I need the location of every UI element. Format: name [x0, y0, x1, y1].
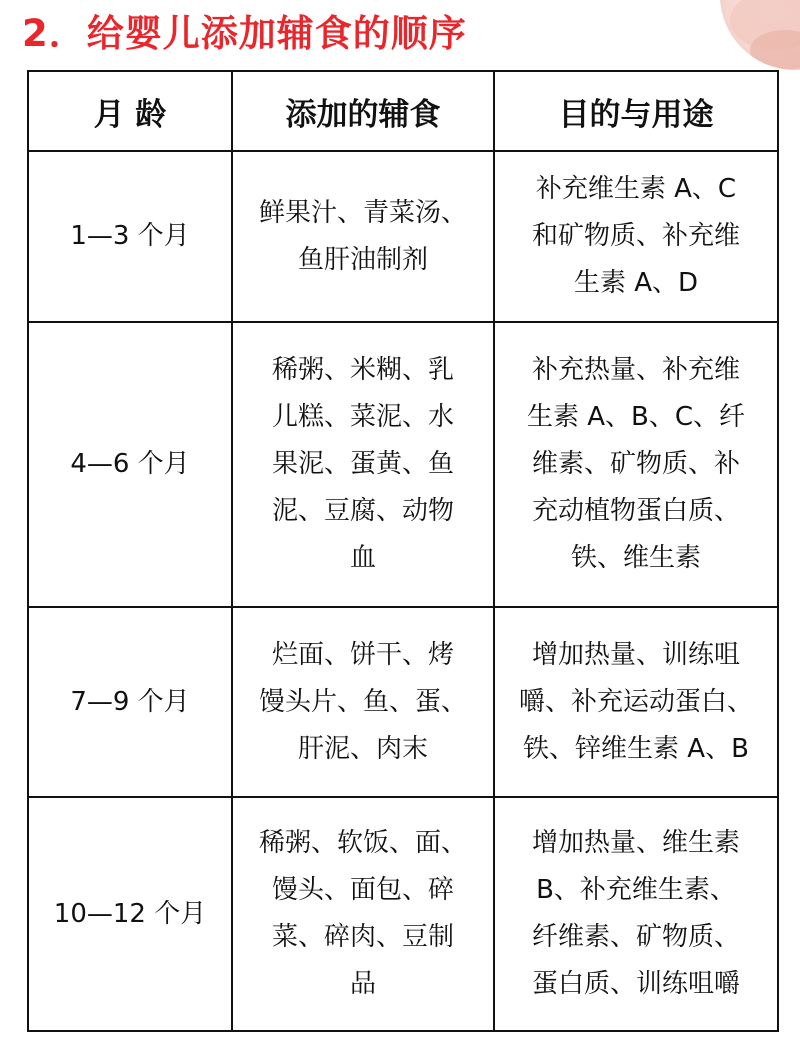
age-label: 4—6 个月	[70, 449, 190, 479]
header-food	[232, 71, 494, 151]
table-row	[28, 607, 778, 797]
header-purpose	[494, 71, 778, 151]
food-cell	[232, 797, 494, 1031]
page-title: 2．给婴儿添加辅食的顺序	[22, 12, 467, 55]
header-age-label: 月 龄	[93, 96, 167, 133]
header-age	[28, 71, 232, 151]
purpose-cell	[494, 797, 778, 1031]
baby-photo-corner	[720, 0, 800, 70]
age-label: 7—9 个月	[70, 686, 190, 717]
age-cell	[28, 322, 232, 607]
table-header-row	[28, 71, 778, 151]
food-cell	[232, 322, 494, 607]
purpose-cell	[494, 322, 778, 607]
purpose-cell	[494, 607, 778, 797]
age-label: 10—12 个月	[53, 898, 207, 929]
photo-fold-shape-2	[750, 30, 800, 70]
purpose-label: 增加热量、维生素 B、补充维生素、 纤维素、矿物质、 蛋白质、训练咀嚼	[531, 828, 740, 999]
purpose-label: 补充维生素 A、C 和矿物质、补充维 生素 A、D	[531, 174, 740, 298]
header-food-label: 添加的辅食	[285, 96, 441, 133]
age-cell	[28, 607, 232, 797]
age-cell	[28, 151, 232, 322]
age-cell	[28, 797, 232, 1031]
header-purpose-label: 目的与用途	[558, 96, 714, 133]
purpose-label: 增加热量、训练咀 嚼、补充运动蛋白、 铁、锌维生素 A、B	[518, 639, 753, 764]
feeding-order-table	[27, 70, 779, 1032]
food-label: 烂面、饼干、烤 馒头片、鱼、蛋、 肝泥、肉末	[258, 639, 467, 764]
table-row	[28, 151, 778, 322]
food-cell	[232, 151, 494, 322]
purpose-label: 补充热量、补充维 生素 A、B、C、纤 维素、矿物质、补 充动植物蛋白质、 铁、维生素	[526, 355, 746, 573]
purpose-cell	[494, 151, 778, 322]
food-label: 稀粥、米糊、乳 儿糕、菜泥、水 果泥、蛋黄、鱼 泥、豆腐、动物 血	[271, 355, 454, 573]
food-cell	[232, 607, 494, 797]
table-row	[28, 797, 778, 1031]
table-row	[28, 322, 778, 607]
food-label: 稀粥、软饭、面、 馒头、面包、碎 菜、碎肉、豆制 品	[258, 828, 467, 999]
age-label: 1—3 个月	[70, 221, 190, 251]
food-label: 鲜果汁、青菜汤、 鱼肝油制剂	[258, 197, 467, 275]
